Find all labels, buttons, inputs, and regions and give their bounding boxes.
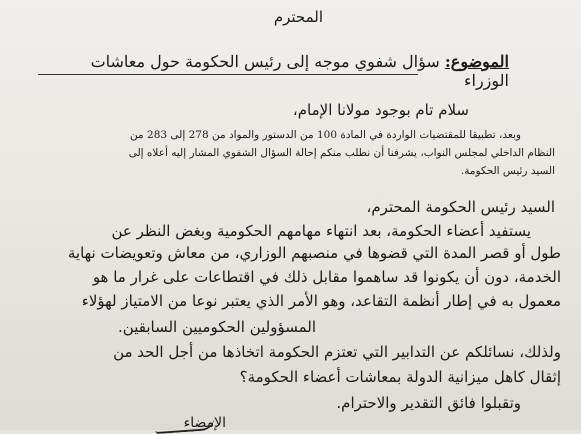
body-line-4: معمول به في إطار أنظمة التقاعد، وهو الأمر الذي يعتبر نوعا من الامتياز لهؤلاء bbox=[81, 292, 561, 310]
body-line-3: الخدمة، دون أن يكونوا قد ساهموا مقابل ذلك في اقتطاعات على غرار ما هو bbox=[92, 268, 561, 286]
body-line-5: المسؤولين الحكوميين السابقين. bbox=[118, 318, 316, 336]
intro-line-1: وبعد، تطبيقا للمقتضيات الواردة في المادة 100 من الدستور والمواد من 278 إلى 283 من bbox=[130, 129, 521, 141]
signature-stroke bbox=[155, 416, 216, 434]
intro-line-3: السيد رئيس الحكومة. bbox=[460, 165, 555, 177]
greeting: سلام تام بوجود مولانا الإمام، bbox=[292, 101, 469, 119]
body-line-7: إثقال كاهل ميزانية الدولة بمعاشات أعضاء الحكومة؟ bbox=[239, 368, 561, 386]
subject-label: الموضوع: bbox=[444, 52, 509, 71]
body-line-2: طول أو قصر المدة التي قضوها في منصبهم الوزاري، من معاش وتعويضات نهاية bbox=[67, 244, 561, 262]
intro-line-2: النظام الداخلي لمجلس النواب، يشرفنا أن نطلب منكم إحالة السؤال الشفوي المشار إليه أعلاه إلى bbox=[128, 147, 555, 159]
body-line-6: ولذلك، نسائلكم عن التدابير التي تعتزم الحكومة اتخاذها من أجل الحد من bbox=[113, 343, 561, 361]
body-line-1: يستفيد أعضاء الحكومة، بعد انتهاء مهامهم الحكومية وبغض النظر عن bbox=[111, 222, 531, 240]
subject-line bbox=[89, 52, 509, 90]
salutation: السيد رئيس الحكومة المحترم، bbox=[366, 198, 555, 216]
subject-underline bbox=[38, 74, 418, 75]
subject-text: سؤال شفوي موجه إلى رئيس الحكومة حول معاشات الوزراء bbox=[90, 52, 509, 90]
addressee-title: المحترم bbox=[273, 8, 323, 26]
body-line-8: وتقبلوا فائق التقدير والاحترام. bbox=[336, 394, 521, 412]
signature-label: الإمضاء bbox=[183, 415, 226, 431]
